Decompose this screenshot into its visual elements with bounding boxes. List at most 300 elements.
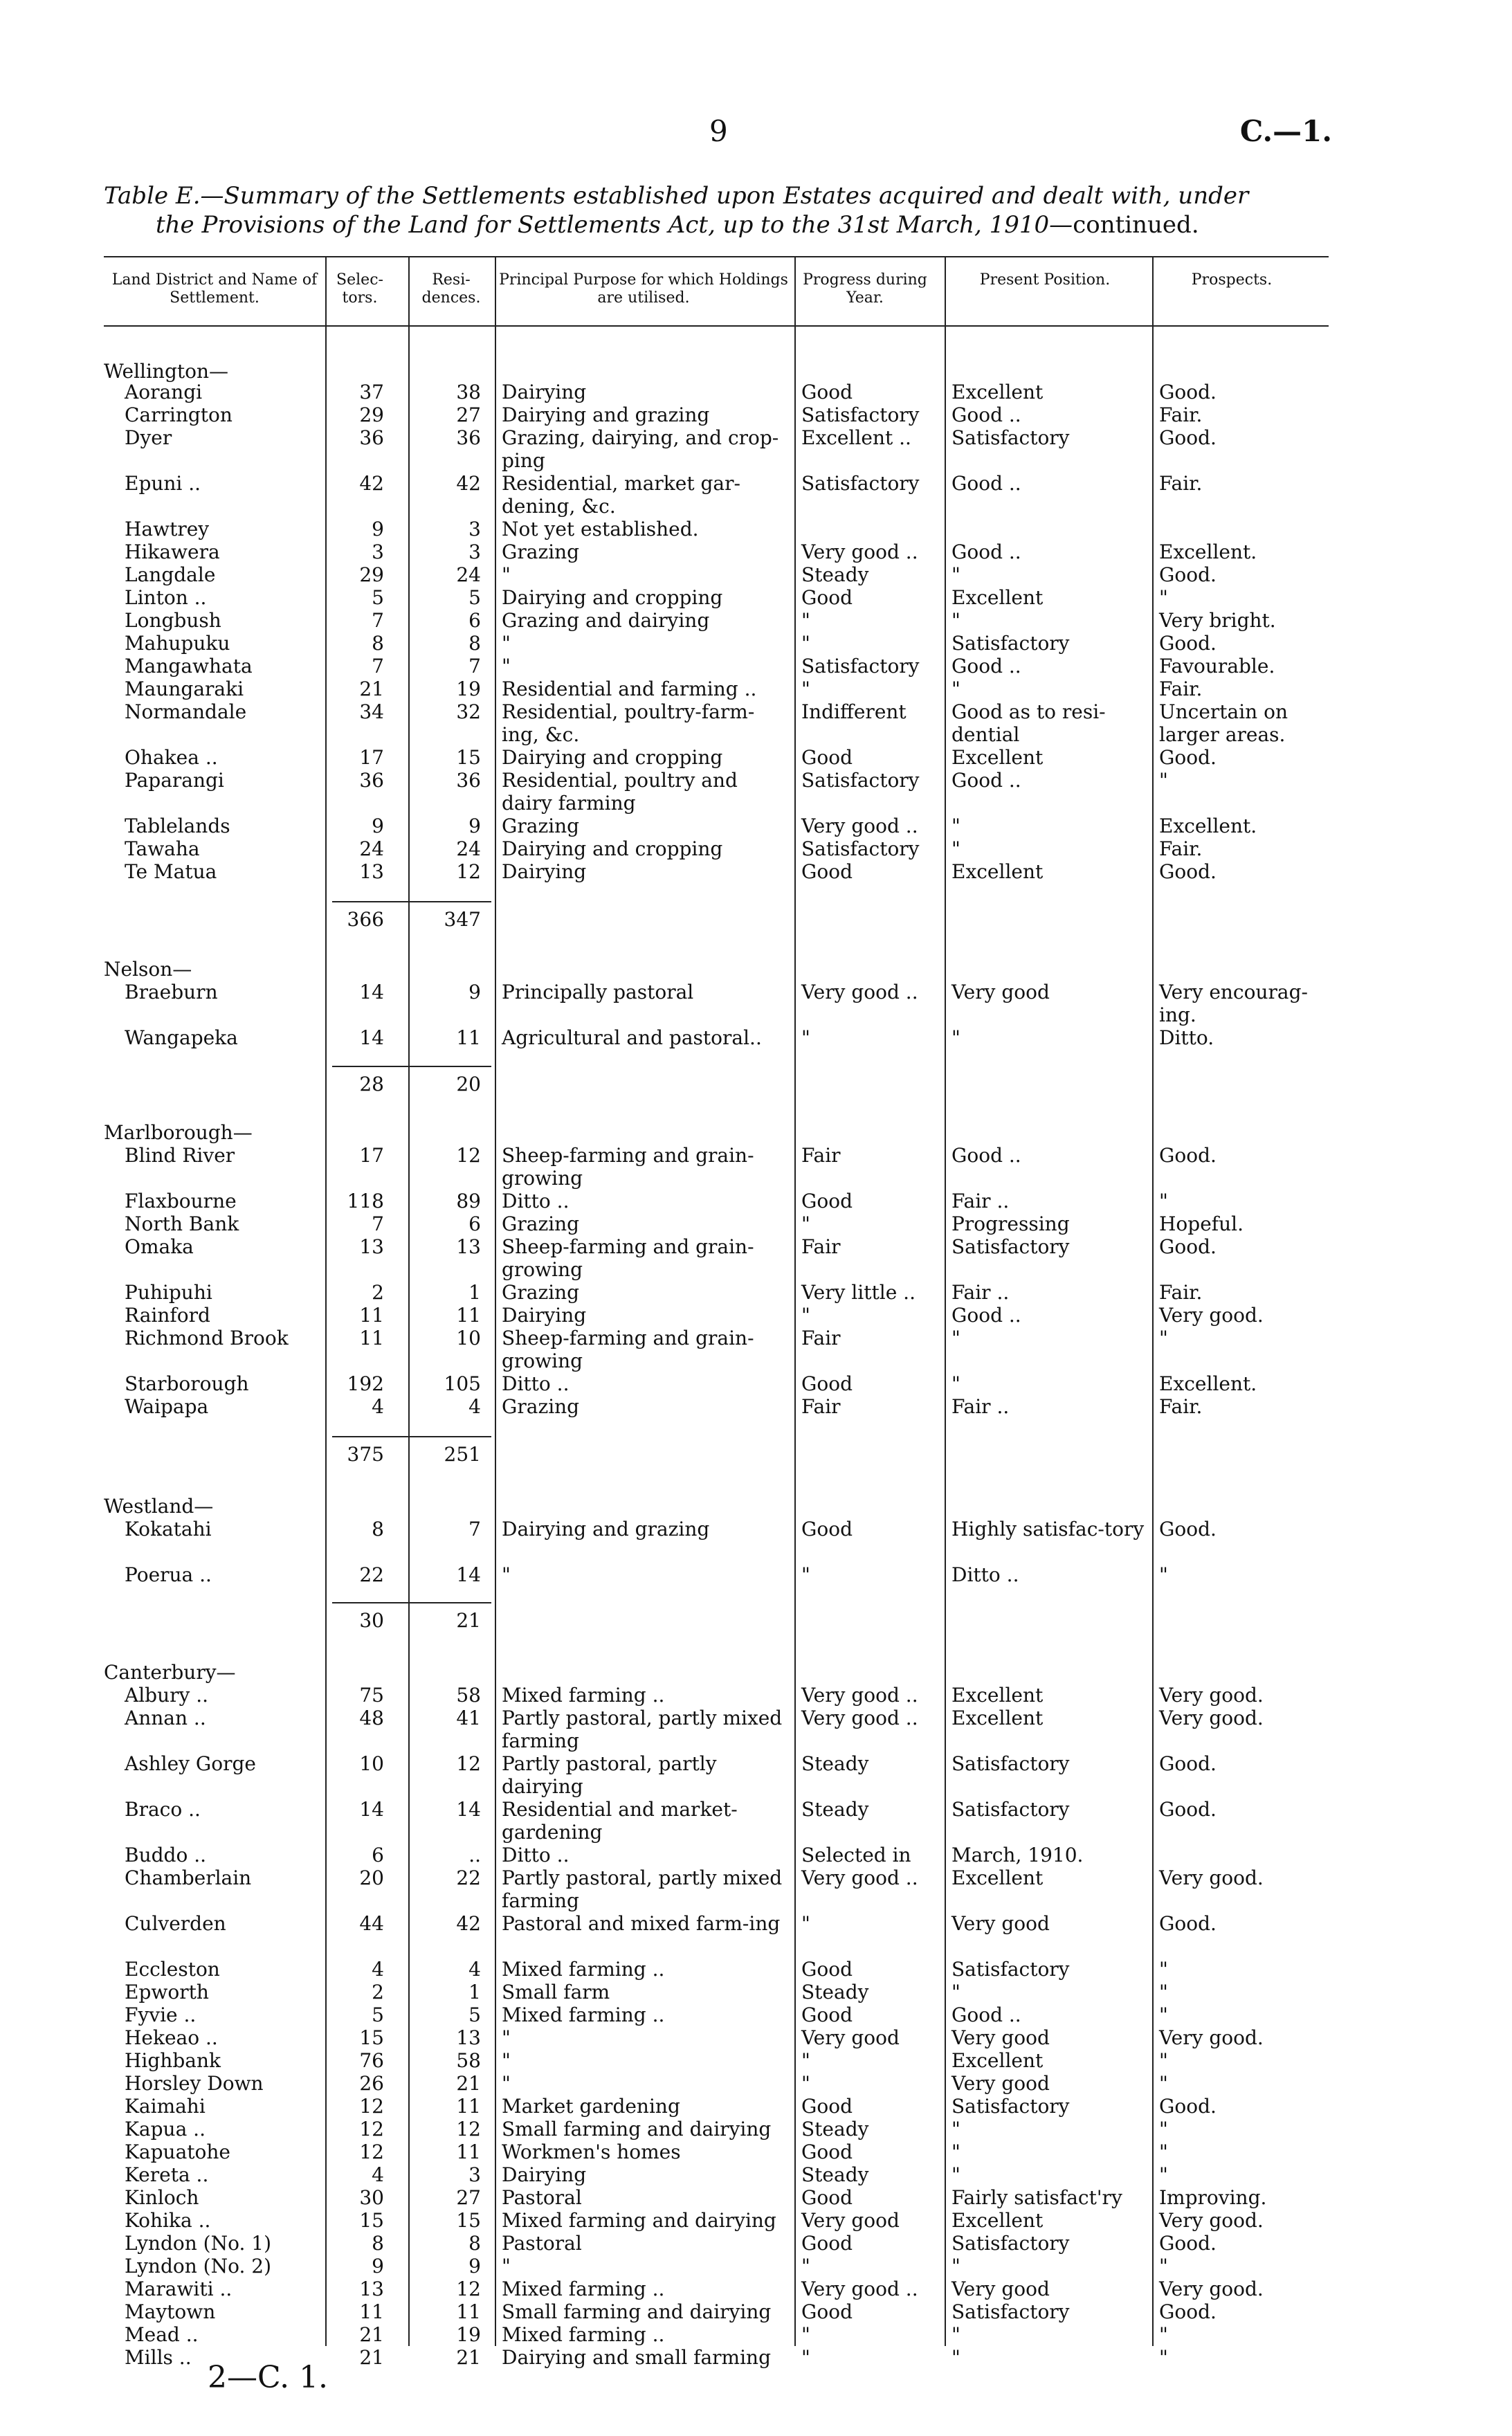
selectors-value: 37 — [359, 381, 384, 403]
purpose-value: " — [502, 2026, 511, 2049]
residences-value: 12 — [456, 2118, 481, 2140]
settlement-name: Lyndon (No. 1) — [125, 2232, 271, 2255]
settlement-name: Mangawhata — [125, 655, 253, 678]
settlement-name: Epworth — [125, 1981, 209, 2003]
selectors-value: 15 — [359, 2209, 384, 2232]
selectors-value: 29 — [359, 403, 384, 426]
selectors-value: 36 — [359, 769, 384, 792]
position-value: Very good — [951, 2072, 1050, 2095]
residences-value: 32 — [456, 700, 481, 723]
group-heading: Marlborough— — [104, 1121, 253, 1144]
progress-value: Satisfactory — [801, 769, 920, 792]
purpose-value: Grazing and dairying — [502, 609, 710, 632]
purpose-value: Dairying — [502, 1304, 587, 1327]
progress-value: Good — [801, 2095, 853, 2118]
selectors-value: 11 — [359, 2300, 384, 2323]
settlement-name: Carrington — [125, 403, 233, 426]
residences-value: 42 — [456, 472, 481, 495]
progress-value: Good — [801, 2003, 853, 2026]
purpose-value: Grazing — [502, 1212, 580, 1235]
selectors-value: 9 — [372, 815, 384, 837]
purpose-value: Mixed farming .. — [502, 1958, 665, 1981]
residences-value: 36 — [456, 769, 481, 792]
progress-value: " — [801, 1212, 810, 1235]
purpose-value: Partly pastoral, partly dairying — [502, 1752, 717, 1798]
progress-value: Very good — [801, 2209, 900, 2232]
progress-value: Good — [801, 1372, 853, 1395]
progress-value: Good — [801, 2300, 853, 2323]
progress-value: Good — [801, 2140, 853, 2163]
selectors-value: 48 — [359, 1707, 384, 1729]
purpose-value: " — [502, 2049, 511, 2072]
title-continued: continued. — [1073, 211, 1199, 239]
prospects-value: Fair. — [1159, 472, 1203, 495]
position-value: " — [951, 2140, 960, 2163]
purpose-value: Mixed farming .. — [502, 1684, 665, 1707]
purpose-value: Pastoral — [502, 2232, 582, 2255]
purpose-value: Small farming and dairying — [502, 2300, 772, 2323]
settlement-name: Poerua .. — [125, 1563, 212, 1586]
residences-value: 36 — [456, 426, 481, 449]
header-purpose: Principal Purpose for which Holdings are utilised. — [499, 271, 788, 307]
settlement-name: Maytown — [125, 2300, 216, 2323]
purpose-value: Principally pastoral — [502, 981, 694, 1003]
purpose-value: Residential, poultry-farm-ing, &c. — [502, 700, 755, 746]
selectors-value: 9 — [372, 2255, 384, 2278]
prospects-value: Good. — [1159, 1912, 1217, 1935]
selectors-value: 10 — [359, 1752, 384, 1775]
prospects-value: Very good. — [1159, 2026, 1264, 2049]
purpose-value: Sheep-farming and grain-growing — [502, 1327, 754, 1372]
progress-value: " — [801, 609, 810, 632]
progress-value: Excellent .. — [801, 426, 911, 449]
progress-value: Very good .. — [801, 2278, 918, 2300]
selectors-value: 2 — [372, 1281, 384, 1304]
selectors-value: 9 — [372, 518, 384, 540]
progress-value: " — [801, 1026, 810, 1049]
selectors-value: 7 — [372, 1212, 384, 1235]
selectors-value: 15 — [359, 2026, 384, 2049]
purpose-value: Pastoral — [502, 2186, 582, 2209]
position-value: Good .. — [951, 403, 1021, 426]
prospects-value: " — [1159, 1327, 1168, 1349]
selectors-value: 4 — [372, 2163, 384, 2186]
position-value: Good .. — [951, 472, 1021, 495]
selectors-value: 11 — [359, 1327, 384, 1349]
purpose-value: Dairying and grazing — [502, 403, 710, 426]
settlement-name: Braeburn — [125, 981, 218, 1003]
purpose-value: Residential, poultry and dairy farming — [502, 769, 738, 815]
col-divider — [325, 256, 327, 2346]
prospects-value: Good. — [1159, 1752, 1217, 1775]
position-value: Satisfactory — [951, 2300, 1070, 2323]
prospects-value: " — [1159, 769, 1168, 792]
residences-value: .. — [468, 1844, 481, 1866]
position-value: Progressing — [951, 1212, 1070, 1235]
position-value: " — [951, 2346, 960, 2369]
settlement-name: Eccleston — [125, 1958, 220, 1981]
purpose-value: Mixed farming and dairying — [502, 2209, 776, 2232]
position-value: " — [951, 2163, 960, 2186]
position-value: Good .. — [951, 655, 1021, 678]
position-value: Very good — [951, 2278, 1050, 2300]
selectors-value: 13 — [359, 1235, 384, 1258]
purpose-value: Dairying — [502, 860, 587, 883]
settlement-name: Linton .. — [125, 586, 207, 609]
prospects-value: Very good. — [1159, 2278, 1264, 2300]
position-value: " — [951, 2255, 960, 2278]
position-value: Fairly satisfact'ry — [951, 2186, 1122, 2209]
settlement-name: Ashley Gorge — [125, 1752, 256, 1775]
col-divider — [945, 256, 946, 2346]
progress-value: Very good .. — [801, 1684, 918, 1707]
group-heading: Nelson— — [104, 958, 192, 981]
prospects-value: " — [1159, 2118, 1168, 2140]
selectors-value: 34 — [359, 700, 384, 723]
settlement-name: Marawiti .. — [125, 2278, 233, 2300]
prospects-value: " — [1159, 2003, 1168, 2026]
selectors-value: 7 — [372, 655, 384, 678]
header-prospects: Prospects. — [1191, 271, 1273, 289]
position-value: Excellent — [951, 1707, 1044, 1729]
prospects-value: " — [1159, 2072, 1168, 2095]
position-value: Fair .. — [951, 1281, 1010, 1304]
residences-value: 13 — [456, 1235, 481, 1258]
residences-value: 8 — [468, 2232, 481, 2255]
page-number: 9 — [709, 114, 728, 148]
progress-value: Good — [801, 746, 853, 769]
header-top-rule — [104, 256, 1329, 257]
prospects-value: Excellent. — [1159, 540, 1257, 563]
prospects-value: Uncertain on larger areas. — [1159, 700, 1288, 746]
header-bottom-rule — [104, 325, 1329, 327]
residences-value: 24 — [456, 837, 481, 860]
selectors-value: 36 — [359, 426, 384, 449]
residences-value: 5 — [468, 586, 481, 609]
selectors-value: 5 — [372, 2003, 384, 2026]
progress-value: " — [801, 2049, 810, 2072]
position-value: Good .. — [951, 2003, 1021, 2026]
progress-value: Steady — [801, 2163, 869, 2186]
progress-value: Very good .. — [801, 815, 918, 837]
purpose-value: Mixed farming .. — [502, 2278, 665, 2300]
progress-value: " — [801, 1912, 810, 1935]
purpose-value: " — [502, 655, 511, 678]
total-rule — [332, 1066, 491, 1067]
prospects-value: Very good. — [1159, 1304, 1264, 1327]
purpose-value: Pastoral and mixed farm-ing — [502, 1912, 781, 1935]
purpose-value: Agricultural and pastoral.. — [502, 1026, 762, 1049]
prospects-value: " — [1159, 2140, 1168, 2163]
settlement-name: Braco .. — [125, 1798, 201, 1821]
progress-value: Very good .. — [801, 981, 918, 1003]
settlement-name: Albury .. — [125, 1684, 209, 1707]
position-value: Very good — [951, 2026, 1050, 2049]
selectors-value: 29 — [359, 563, 384, 586]
col-divider — [1152, 256, 1154, 2346]
settlement-name: Maungaraki — [125, 678, 244, 700]
header-progress: Progress during Year. — [803, 271, 927, 307]
residences-value: 14 — [456, 1798, 481, 1821]
residences-value: 14 — [456, 1563, 481, 1586]
residences-value: 3 — [468, 518, 481, 540]
group-heading: Wellington— — [104, 360, 229, 383]
residences-value: 22 — [456, 1866, 481, 1889]
settlement-name: Kohika .. — [125, 2209, 211, 2232]
selectors-value: 8 — [372, 1518, 384, 1540]
prospects-value: " — [1159, 2346, 1168, 2369]
residences-value: 5 — [468, 2003, 481, 2026]
purpose-value: Partly pastoral, partly mixed farming — [502, 1707, 783, 1752]
total-rule — [332, 1436, 491, 1437]
residences-value: 12 — [456, 860, 481, 883]
position-value: " — [951, 1327, 960, 1349]
purpose-value: Dairying and cropping — [502, 586, 723, 609]
purpose-value: Dairying and cropping — [502, 837, 723, 860]
settlement-name: Rainford — [125, 1304, 210, 1327]
prospects-value: Good. — [1159, 860, 1217, 883]
settlement-name: Annan .. — [125, 1707, 206, 1729]
settlement-name: Puhipuhi — [125, 1281, 212, 1304]
residences-value: 6 — [468, 1212, 481, 1235]
residences-value: 105 — [444, 1372, 481, 1395]
prospects-value: " — [1159, 1981, 1168, 2003]
selectors-value: 76 — [359, 2049, 384, 2072]
position-value: Satisfactory — [951, 1235, 1070, 1258]
progress-value: Selected in — [801, 1844, 911, 1866]
header-position: Present Position. — [979, 271, 1111, 289]
position-value: " — [951, 837, 960, 860]
total-selectors: 366 — [347, 908, 384, 931]
residences-value: 11 — [456, 2140, 481, 2163]
settlement-name: Epuni .. — [125, 472, 201, 495]
purpose-value: Residential and market-gardening — [502, 1798, 738, 1844]
progress-value: Steady — [801, 1981, 869, 2003]
total-residences: 20 — [456, 1073, 481, 1096]
settlement-name: Mead .. — [125, 2323, 199, 2346]
residences-value: 21 — [456, 2346, 481, 2369]
settlement-name: Kaimahi — [125, 2095, 206, 2118]
progress-value: Satisfactory — [801, 472, 920, 495]
settlement-name: Dyer — [125, 426, 172, 449]
settlement-name: Blind River — [125, 1144, 235, 1167]
progress-value: " — [801, 2323, 810, 2346]
header-selectors: Selec-tors. — [336, 271, 383, 307]
page-footer: 2—C. 1. — [208, 2360, 329, 2395]
settlement-name: Buddo .. — [125, 1844, 207, 1866]
prospects-value: Very encourag-ing. — [1159, 981, 1308, 1026]
progress-value: Good — [801, 2232, 853, 2255]
progress-value: " — [801, 1304, 810, 1327]
residences-value: 9 — [468, 815, 481, 837]
position-value: Excellent — [951, 2049, 1044, 2072]
position-value: Good .. — [951, 540, 1021, 563]
prospects-value: " — [1159, 2163, 1168, 2186]
residences-value: 38 — [456, 381, 481, 403]
position-value: Excellent — [951, 1684, 1044, 1707]
purpose-value: Ditto .. — [502, 1372, 570, 1395]
selectors-value: 14 — [359, 981, 384, 1003]
position-value: Good .. — [951, 769, 1021, 792]
position-value: " — [951, 2323, 960, 2346]
progress-value: Fair — [801, 1235, 841, 1258]
progress-value: Indifferent — [801, 700, 907, 723]
settlement-name: Longbush — [125, 609, 221, 632]
settlement-name: Flaxbourne — [125, 1190, 237, 1212]
residences-value: 9 — [468, 2255, 481, 2278]
settlement-name: Aorangi — [125, 381, 203, 403]
progress-value: " — [801, 632, 810, 655]
total-selectors: 30 — [359, 1609, 384, 1632]
position-value: Satisfactory — [951, 2232, 1070, 2255]
purpose-value: " — [502, 563, 511, 586]
settlement-name: Langdale — [125, 563, 216, 586]
position-value: Good as to resi-dential — [951, 700, 1106, 746]
prospects-value: Improving. — [1159, 2186, 1267, 2209]
residences-value: 1 — [468, 1981, 481, 2003]
position-value: " — [951, 1372, 960, 1395]
selectors-value: 5 — [372, 586, 384, 609]
settlement-name: Omaka — [125, 1235, 194, 1258]
progress-value: " — [801, 2072, 810, 2095]
position-value: " — [951, 1026, 960, 1049]
settlement-name: Hikawera — [125, 540, 220, 563]
selectors-value: 6 — [372, 1844, 384, 1866]
progress-value: Very little .. — [801, 1281, 916, 1304]
position-value: Excellent — [951, 586, 1044, 609]
residences-value: 41 — [456, 1707, 481, 1729]
residences-value: 12 — [456, 1144, 481, 1167]
residences-value: 11 — [456, 1304, 481, 1327]
settlement-name: Horsley Down — [125, 2072, 264, 2095]
position-value: Excellent — [951, 746, 1044, 769]
residences-value: 19 — [456, 2323, 481, 2346]
progress-value: Good — [801, 1958, 853, 1981]
position-value: Satisfactory — [951, 2095, 1070, 2118]
residences-value: 11 — [456, 2095, 481, 2118]
selectors-value: 17 — [359, 746, 384, 769]
group-heading: Westland— — [104, 1495, 214, 1518]
purpose-value: Partly pastoral, partly mixed farming — [502, 1866, 783, 1912]
progress-value: Good — [801, 1518, 853, 1540]
purpose-value: Grazing, dairying, and crop-ping — [502, 426, 779, 472]
selectors-value: 11 — [359, 1304, 384, 1327]
selectors-value: 2 — [372, 1981, 384, 2003]
purpose-value: " — [502, 2072, 511, 2095]
residences-value: 8 — [468, 632, 481, 655]
prospects-value: " — [1159, 1563, 1168, 1586]
residences-value: 1 — [468, 1281, 481, 1304]
prospects-value: Ditto. — [1159, 1026, 1214, 1049]
purpose-value: " — [502, 632, 511, 655]
total-residences: 347 — [444, 908, 481, 931]
position-value: Excellent — [951, 2209, 1044, 2232]
progress-value: Steady — [801, 1752, 869, 1775]
residences-value: 15 — [456, 2209, 481, 2232]
residences-value: 7 — [468, 1518, 481, 1540]
residences-value: 12 — [456, 2278, 481, 2300]
col-divider — [408, 256, 410, 2346]
residences-value: 11 — [456, 2300, 481, 2323]
position-value: Very good — [951, 981, 1050, 1003]
purpose-value: Grazing — [502, 540, 580, 563]
prospects-value: Good. — [1159, 563, 1217, 586]
table-title — [104, 181, 1349, 239]
selectors-value: 12 — [359, 2140, 384, 2163]
position-value: Excellent — [951, 1866, 1044, 1889]
progress-value: " — [801, 2346, 810, 2369]
settlement-name: Kokatahi — [125, 1518, 212, 1540]
progress-value: " — [801, 1563, 810, 1586]
progress-value: Satisfactory — [801, 403, 920, 426]
prospects-value: " — [1159, 2255, 1168, 2278]
selectors-value: 12 — [359, 2118, 384, 2140]
residences-value: 11 — [456, 1026, 481, 1049]
progress-value: Fair — [801, 1144, 841, 1167]
purpose-value: Dairying — [502, 381, 587, 403]
settlement-name: Tablelands — [125, 815, 230, 837]
prospects-value: Very good. — [1159, 1684, 1264, 1707]
prospects-value: Fair. — [1159, 1395, 1203, 1418]
prospects-value: Good. — [1159, 1518, 1217, 1540]
position-value: Satisfactory — [951, 632, 1070, 655]
settlement-name: Kapuatohe — [125, 2140, 230, 2163]
selectors-value: 21 — [359, 678, 384, 700]
selectors-value: 12 — [359, 2095, 384, 2118]
prospects-value: Good. — [1159, 2095, 1217, 2118]
residences-value: 15 — [456, 746, 481, 769]
purpose-value: Small farm — [502, 1981, 610, 2003]
selectors-value: 30 — [359, 2186, 384, 2209]
title-line-1: Table E.—Summary of the Settlements established upon Estates acquired and dealt with, under — [104, 182, 1249, 210]
settlement-name: Tawaha — [125, 837, 200, 860]
residences-value: 9 — [468, 981, 481, 1003]
purpose-value: Sheep-farming and grain-growing — [502, 1144, 754, 1190]
total-selectors: 375 — [347, 1443, 384, 1466]
progress-value: Good — [801, 860, 853, 883]
prospects-value: Excellent. — [1159, 815, 1257, 837]
prospects-value: Very good. — [1159, 1707, 1264, 1729]
position-value: Very good — [951, 1912, 1050, 1935]
settlement-name: Culverden — [125, 1912, 226, 1935]
settlement-name: Te Matua — [125, 860, 217, 883]
prospects-value: " — [1159, 2049, 1168, 2072]
total-rule — [332, 1602, 491, 1603]
document-code: C.—1. — [1239, 114, 1332, 148]
purpose-value: Residential and farming .. — [502, 678, 757, 700]
residences-value: 58 — [456, 1684, 481, 1707]
col-divider — [495, 256, 496, 2346]
selectors-value: 26 — [359, 2072, 384, 2095]
selectors-value: 44 — [359, 1912, 384, 1935]
purpose-value: Small farming and dairying — [502, 2118, 772, 2140]
total-residences: 21 — [456, 1609, 481, 1632]
settlement-name: Richmond Brook — [125, 1327, 289, 1349]
purpose-value: Grazing — [502, 815, 580, 837]
settlement-name: Kinloch — [125, 2186, 199, 2209]
selectors-value: 14 — [359, 1026, 384, 1049]
progress-value: Steady — [801, 563, 869, 586]
prospects-value: Good. — [1159, 1144, 1217, 1167]
purpose-value: " — [502, 2255, 511, 2278]
position-value: " — [951, 678, 960, 700]
prospects-value: " — [1159, 1958, 1168, 1981]
selectors-value: 21 — [359, 2323, 384, 2346]
progress-value: Fair — [801, 1327, 841, 1349]
position-value: Satisfactory — [951, 1752, 1070, 1775]
progress-value: Steady — [801, 1798, 869, 1821]
prospects-value: Very good. — [1159, 1866, 1264, 1889]
